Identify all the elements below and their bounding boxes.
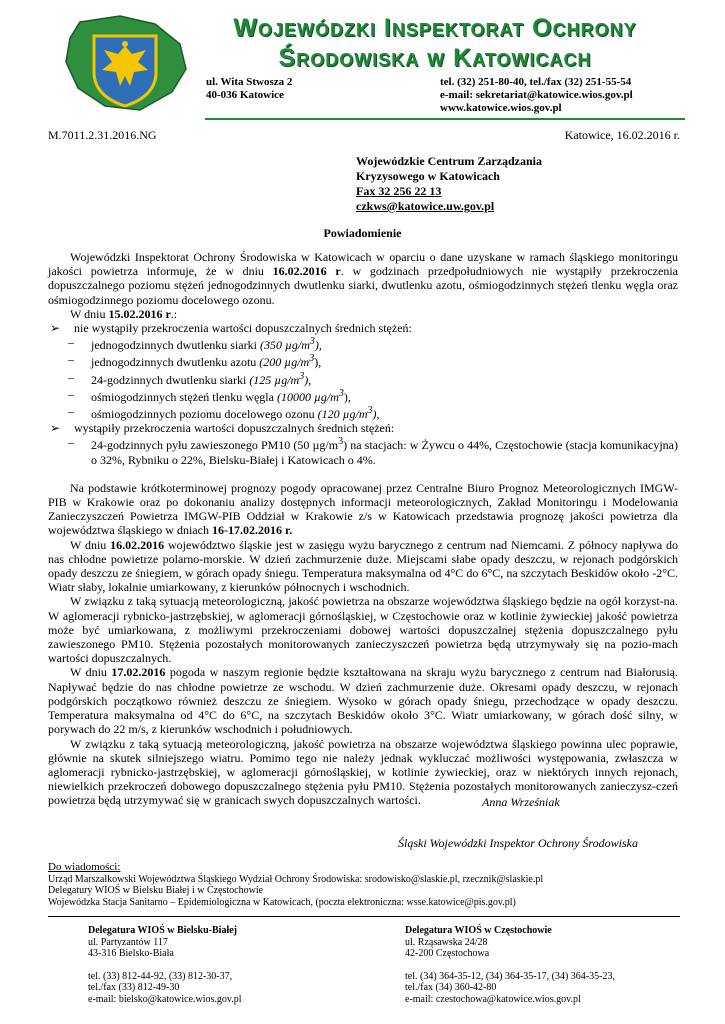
day16-prefix: W dniu [70,537,111,552]
intro-paragraph [48,250,678,307]
delegation-street: ul. Partyzantów 117 [88,936,168,948]
address-city: 40-036 Katowice [206,89,284,101]
delegation-tel: tel. (33) 812-44-92, (33) 812-30-37, [88,970,233,982]
header-address [206,76,292,102]
pollutant-list [48,335,678,421]
delegation-fax: tel./fax (33) 812-49-30 [88,982,180,993]
pm10-sup: 3 [338,436,344,448]
day-suffix: .: [170,306,178,321]
exceedance-list [48,421,678,467]
signer-name: Anna Wrześniak [482,795,560,809]
forecast-paragraph [48,481,678,538]
pollutant-limit-end: ), [343,389,351,404]
recipient-fax: Fax 32 256 22 13 [356,184,442,198]
day16-paragraph [48,538,678,595]
notice-title: Powiadomienie [323,226,402,240]
arrow-bullet-icon: ➢ [50,321,61,336]
distribution-item: Wojewódzka Stacja Sanitarno – Epidemiologiczna w Katowicach, (poczta elektroniczna: wsse.katowice@pis.gov.pl) [48,896,516,908]
intro-date: 16.02.2016 r [272,264,341,279]
header-email[interactable]: e-mail: sekretariat@katowice.wios.gov.pl [440,89,633,101]
pollutant-limit: (10000 µg/m [276,389,339,404]
dash-bullet-icon: – [68,352,74,367]
pollutant-limit-end: ), [314,338,322,353]
delegation-tel: tel. (34) 364-35-12, (34) 364-35-17, (34) 364-35-23, [405,970,615,982]
pollutant-limit: (125 µg/m [249,372,300,387]
delegation-fax: tel./fax (34) 360-42-80 [405,982,497,993]
distribution-item: Delegatury WIOŚ w Bielsku Białej i w Częstochowie [48,885,264,896]
pollutant-limit: (120 µg/m [317,407,368,422]
header-divider [205,118,685,120]
pm10-text-end: ) na stacjach: w Żywcu o 44%, Częstochowie (stacja komunikacyjna) o 32%, Rybniku o 22%, Bielsku-Białej i Katowicach o 4%. [91,438,678,467]
pm10-text: 24-godzinnych pyłu zawieszonego PM10 (50 µg/m [91,438,339,453]
pollutant-item [48,370,678,387]
day17-prefix: W dniu [70,665,112,680]
pm10-exceedance-item [48,435,678,466]
day17-text: pogoda w naszym regionie będzie kształtowana na skraju wyżu barycznego z centrum nad Białorusią. Napływać będzie do nas chłodne powietrze ze wschodu. W dzień zachmurzenie duże. Okresami opady deszczu, w rejonach podgórskich początkowo również deszczu ze śniegiem. Wysoko w górach opady śniegu, przechodzące w opady deszczu. Temperatura maksymalna od 4°C do 6°C, na szczytach Beskidów około 3°C. Wiatr umiarkowany, w górach dość silny, w porywach do 22 m/s, z kierunków wschodnich i południowych. [48,665,678,737]
recipient-email[interactable]: czkws@katowice.uw.gov.pl [356,199,495,213]
bullet-no-exceedance [48,321,678,335]
distribution-list [48,862,688,908]
pollutant-limit-sup: 3 [309,336,315,348]
delegation-name: Delegatura WIOŚ w Bielsku-Białej [88,925,237,936]
pollutant-limit-sup: 3 [367,405,373,417]
delegation-name: Delegatura WIOŚ w Częstochowie [405,925,552,936]
document-body [48,250,678,808]
day-prefix: W dniu [70,306,109,321]
signer-title: Śląski Wojewódzki Inspektor Ochrony Środowiska [398,836,638,850]
delegation-street: ul. Rząsawska 24/28 [405,936,488,948]
pollutant-limit: (200 µg/m [259,355,310,370]
pollutant-limit-sup: 3 [309,353,315,365]
pollutant-name: ośmiogodzinnych stężeń tlenku węgla [91,389,277,404]
header-phone: tel. (32) 251-80-40, tel./fax (32) 251-55-54 [440,76,632,88]
day16-situation: W związku z taką sytuacją meteorologiczną, jakość powietrza na obszarze województwa śląskiego będzie na ogół korzyst-na. W aglomeracji rybnicko-jastrzębskiej, w aglomeracji górnośląskiej, w Częstochowie oraz w kotlinie żywieckiej jakość powietrza może być umiarkowana, z możliwymi przekroczeniami dobowej wartości dopuszczalnej stężenia dopuszczalnego pyłu zawieszonego PM10. Stężenia pozostałych monitorowanych zanieczyszczeń powietrza będą utrzymywały się na pozio-mach wartości dopuszczalnych. [48,594,678,666]
pollutant-limit-end: ), [314,355,322,370]
pollutant-item [48,335,678,352]
pollutant-name: jednogodzinnych dwutlenku siarki [91,338,260,353]
day17-paragraph [48,665,678,736]
address-street: ul. Wita Stwosza 2 [206,76,293,88]
recipient-block [356,154,542,214]
dash-bullet-icon: – [68,404,74,419]
delegation-bielsko [88,925,242,1005]
dash-bullet-icon: – [68,386,74,401]
delegation-city: 42-200 Częstochowa [405,948,490,959]
intro-text-end: . w godzinach przedpołudniowych nie wystąpiły przekroczenia dopuszczalnego poziomu stężeń jednogodzinnych dwutlenku siarki, dwutlenku azotu, ośmiogodzinnych stężeń tlenku węgla oraz ośmiogodzinnego poziomu docelowego ozonu. [48,264,678,307]
pollutant-limit-sup: 3 [299,370,305,382]
header-title-line2: Środowiska w Katowicach [278,44,592,72]
dash-bullet-icon: – [68,435,74,450]
day-date: 15.02.2016 r [108,306,171,321]
intro-text: Wojewódzki Inspektorat Ochrony Środowiska w Katowicach w oparciu o dane uzyskane w ramach śląskiego monitoringu jakości powietrza informuje, że w dniu [48,250,678,279]
pollutant-limit: (350 µg/m [259,338,310,353]
day16-date: 16.02.2016 [110,537,165,552]
day17-date: 17.02.2016 [111,665,166,680]
pollutant-name: 24-godzinnych dwutlenku siarki [91,372,250,387]
delegation-czestochowa [405,925,615,1005]
header-title-line1: Wojewódzki Inspektorat Ochrony [233,14,637,42]
recipient-line2: Kryzysowego w Katowicach [356,169,500,183]
no-exceedance-list [48,321,678,335]
dash-bullet-icon: – [68,335,74,350]
document-date: Katowice, 16.02.2016 r. [564,128,680,142]
wios-logo [60,14,190,114]
bullet-text: wystąpiły przekroczenia wartości dopuszczalnych średnich stężeń: [74,421,395,436]
pollutant-item [48,387,678,404]
pollutant-limit-end: ), [304,372,312,387]
reference-number: M.7011.2.31.2016.NG [48,128,157,142]
recipient-line1: Wojewódzkie Centrum Zarządzania [356,154,542,168]
delegation-email[interactable]: e-mail: bielsko@katowice.wios.gov.pl [88,993,242,1005]
header-website[interactable]: www.katowice.wios.gov.pl [440,102,562,114]
header-contact [440,76,633,115]
delegation-city: 43-316 Bielsko-Biała [88,948,174,959]
pollutant-item [48,352,678,369]
pollutant-item [48,404,678,421]
forecast-dates: 16-17.02.2016 r. [211,523,293,538]
dash-bullet-icon: – [68,369,74,384]
distribution-heading: Do wiadomości: [48,861,121,873]
pollutant-limit-sup: 3 [338,387,344,399]
arrow-bullet-icon: ➢ [50,421,61,436]
pollutant-name: ośmiogodzinnych poziomu docelowego ozonu [91,407,318,422]
forecast-text: Na podstawie krótkoterminowej prognozy pogody opracowanej przez Centralne Biuro Prognoz Meteorologicznych IMGW-PIB w Krakowie oraz po dokonaniu analizy dostępnych informacji meteorologicznych, Zakład Monitoringu i Modelowania Zanieczyszczeń Powietrza IMGW-PIB Oddział w Krakowie z/s w Katowicach przedstawia prognozę jakości powietrza dla województwa śląskiego w dniach [48,480,678,538]
delegation-email[interactable]: e-mail: czestochowa@katowice.wios.gov.pl [405,993,581,1005]
footer-divider [48,916,680,917]
bullet-exceedance [48,421,678,435]
pollutant-name: jednogodzinnych dwutlenku azotu [91,355,260,370]
day16-text: województwo śląskie jest w zasięgu wyżu barycznego z centrum nad Niemcami. Z północy napływa do nas chłodne powietrze polarno-morskie. W dzień zachmurzenie duże. Miejscami słabe opady deszczu, w rejonach podgórskich opady deszczu ze śniegiem, w górach opady śniegu. Temperatura maksymalna od 4°C do 6°C, na szczytach Beskidów około -2°C. Wiatr słaby, lokalnie umiarkowany, z kierunków północnych i wschodnich. [48,537,678,595]
day17-situation: W związku z taką sytuacją meteorologiczną, jakość powietrza na obszarze województwa śląskiego powinna ulec poprawie, głównie na skutek silniejszego wiatru. Pomimo tego nie należy jednak wykluczać możliwości występowania, zwłaszcza w aglomeracji rybnicko-jastrzębskiej, w aglomeracji górnośląskiej, w kotlinie żywieckiej, oraz w niektórych innych rejonach, niewielkich przekroczeń dobowego dopuszczalnego stężenia pyłu PM10. Stężenia pozostałych monitorowanych zanieczysz-czeń powietrza będą utrzymywać się w granicach swych dopuszczalnych wartości. [48,736,678,808]
pollutant-limit-end: ), [372,407,380,422]
bullet-text: nie wystąpiły przekroczenia wartości dopuszczalnych średnich stężeń: [74,321,412,336]
day-heading [48,307,678,321]
distribution-item: Urząd Marszałkowski Województwa Śląskiego Wydział Ochrony Środowiska: srodowisko@slaskie.pl, rzecznik@slaskie.pl [48,873,544,885]
